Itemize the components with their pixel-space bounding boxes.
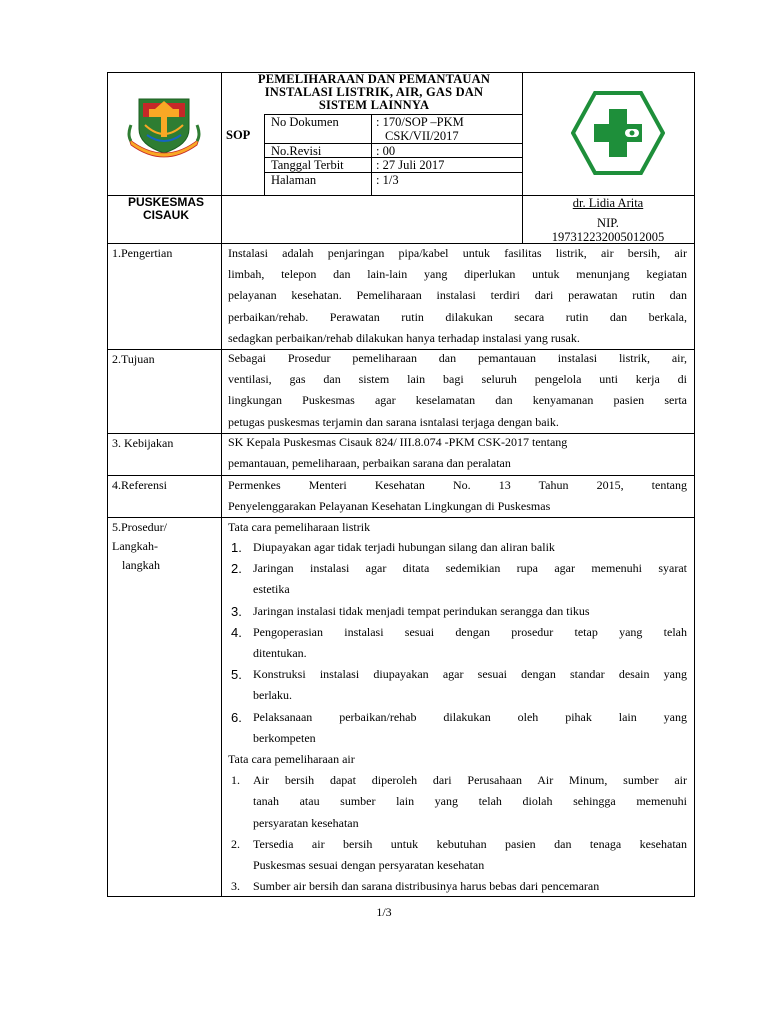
- signatory-nip: 197312232005012005: [551, 230, 665, 244]
- list-number: 6.: [231, 709, 242, 725]
- section-label-prosedur: [112, 518, 167, 575]
- text-line: Sumber air bersih dan sarana distribusinya harus bebas dari pencemaran: [253, 879, 600, 894]
- sop-column-divider: [264, 114, 265, 196]
- puskesmas-logo: [571, 91, 665, 175]
- text-line: Puskesmas sesuai dengan persyaratan kesehatan: [253, 858, 485, 873]
- org-line: CISAUK: [142, 208, 189, 222]
- text-line: lingkungan Puskesmas agar keselamatan dan kenyamanan pasien serta: [228, 393, 687, 408]
- section-body-tujuan: [228, 348, 687, 433]
- air-list: [228, 770, 687, 897]
- section-label-pengertian: 1.Pengertian: [112, 246, 173, 260]
- text-line: Jaringan instalasi tidak menjadi tempat perindukan serangga dan tikus: [253, 603, 590, 618]
- section-label-referensi: 4.Referensi: [112, 478, 167, 492]
- signatory-nip-label: NIP.: [597, 216, 619, 230]
- air-heading: Tata cara pemeliharaan air: [228, 752, 355, 767]
- meta-value-tanggal: : 27 Juli 2017: [376, 158, 445, 172]
- text-line: Jaringan instalasi agar ditata sedemikian rupa agar memenuhi syarat: [253, 561, 687, 576]
- table-border-right: [694, 72, 695, 897]
- title-line: SISTEM LAINNYA: [318, 98, 430, 112]
- section-body-kebijakan: [228, 432, 687, 474]
- meta-value-no-dokumen-cont: CSK/VII/2017: [385, 129, 459, 143]
- title-line: PEMELIHARAAN DAN PEMANTAUAN: [257, 72, 491, 86]
- text-line: Pengoperasian instalasi sesuai dengan prosedur tetap yang telah: [253, 624, 687, 639]
- meta-label-halaman: Halaman: [271, 173, 317, 187]
- section-label-tujuan: 2.Tujuan: [112, 352, 155, 366]
- list-item: [228, 558, 687, 600]
- org-line: PUSKESMAS: [127, 195, 204, 209]
- text-line: Diupayakan agar tidak terjadi hubungan silang dan aliran balik: [253, 540, 555, 554]
- listrik-list: [228, 537, 687, 749]
- text-line: berlaku.: [253, 688, 292, 703]
- list-item: [228, 601, 687, 622]
- text-line: Instalasi adalah penjaringan pipa/kabel untuk fasilitas listrik, air bersih, air: [228, 246, 687, 260]
- list-number: 5.: [231, 667, 242, 683]
- text-line: tanah atau sumber lain yang telah diolah sehingga memenuhi: [253, 794, 687, 809]
- text-line: persyaratan kesehatan: [253, 815, 359, 830]
- list-number: 4.: [231, 624, 242, 640]
- list-number: 3.: [231, 603, 242, 619]
- meta-label-revisi: No.Revisi: [271, 144, 322, 158]
- text-line: Penyelenggarakan Pelayanan Kesehatan Lingkungan di Puskesmas: [228, 499, 551, 514]
- meta-label-tanggal: Tanggal Terbit: [271, 158, 344, 172]
- list-number: 1.: [231, 540, 242, 555]
- puskesmas-logo-icon: [571, 91, 665, 175]
- list-number: 2.: [231, 836, 240, 851]
- list-number: 3.: [231, 879, 240, 894]
- list-item: [228, 834, 687, 876]
- text-line: limbah, telepon dan lain-lain yang diperlukan untuk menunjang kegiatan: [228, 267, 687, 282]
- meta-label-no-dokumen: No Dokumen: [271, 115, 339, 129]
- section-body-prosedur: [228, 517, 687, 897]
- text-line: SK Kepala Puskesmas Cisauk 824/ III.8.074 -PKM CSK-2017 tentang: [228, 435, 568, 449]
- meta-value-halaman: : 1/3: [376, 173, 399, 187]
- label-line: Langkah-: [112, 539, 158, 553]
- section-body-pengertian: [228, 243, 687, 349]
- list-item: [228, 622, 687, 664]
- text-line: Tersedia air bersih untuk kebutuhan pasien dan tenaga kesehatan: [253, 836, 687, 851]
- section-label-kebijakan: 3. Kebijakan: [112, 436, 174, 450]
- title-line: INSTALASI LISTRIK, AIR, GAS DAN: [264, 85, 484, 99]
- document-title: [228, 73, 520, 112]
- meta-value-no-dokumen: : 170/SOP –PKM: [376, 115, 464, 129]
- text-line: sedagkan perbaikan/rehab dilakukan hanya terhadap instalasi yang rusak.: [228, 330, 580, 345]
- text-line: estetika: [253, 582, 290, 597]
- text-line: Air bersih dapat diperoleh dari Perusahaan Air Minum, sumber air: [253, 773, 687, 788]
- listrik-heading: Tata cara pemeliharaan listrik: [228, 520, 371, 534]
- text-line: Konstruksi instalasi diupayakan agar sesuai dengan standar desain yang: [253, 667, 687, 682]
- text-line: pemantauan, pemeliharaan, perbaikan sarana dan peralatan: [228, 456, 511, 471]
- list-item: [228, 707, 687, 749]
- table-border-left: [107, 72, 108, 897]
- signatory-name: dr. Lidia Arita: [572, 196, 644, 210]
- label-line: langkah: [122, 558, 160, 572]
- list-number: 2.: [231, 561, 242, 577]
- list-item: [228, 537, 687, 558]
- text-line: berkompeten: [253, 730, 316, 745]
- list-number: 1.: [231, 773, 240, 788]
- text-line: perbaikan/rehab. Perawatan rutin dilakukan secara rutin dan berkala,: [228, 309, 687, 324]
- label-line: 5.Prosedur/: [112, 520, 167, 534]
- list-item: [228, 770, 687, 834]
- emblem-icon: [127, 95, 201, 159]
- text-line: pelayanan kesehatan. Pemeliharaan instalasi terdiri dari perawatan rutin dan: [228, 288, 687, 303]
- text-line: ditentukan.: [253, 646, 307, 661]
- meta-value-revisi: : 00: [376, 144, 396, 158]
- meta-colon-divider: [371, 114, 372, 196]
- regency-emblem: [127, 95, 201, 159]
- page-number: 1/3: [376, 905, 392, 919]
- text-line: Permenkes Menteri Kesehatan No. 13 Tahun 2015, tentang: [228, 478, 687, 492]
- organization-name: [110, 196, 222, 222]
- list-item: [228, 664, 687, 706]
- list-item: [228, 876, 687, 897]
- sop-label: SOP: [226, 128, 251, 142]
- text-line: petugas puskesmas terjamin dan sarana isntalasi terjaga dengan baik.: [228, 414, 559, 429]
- text-line: Sebagai Prosedur pemeliharaan dan pemantauan instalasi listrik, air,: [228, 351, 687, 365]
- text-line: Pelaksanaan perbaikan/rehab dilakukan oleh pihak lain yang: [253, 709, 687, 724]
- section-body-referensi: [228, 475, 687, 517]
- text-line: ventilasi, gas dan sistem lain bagi seluruh pengelola unti kerja di: [228, 372, 687, 387]
